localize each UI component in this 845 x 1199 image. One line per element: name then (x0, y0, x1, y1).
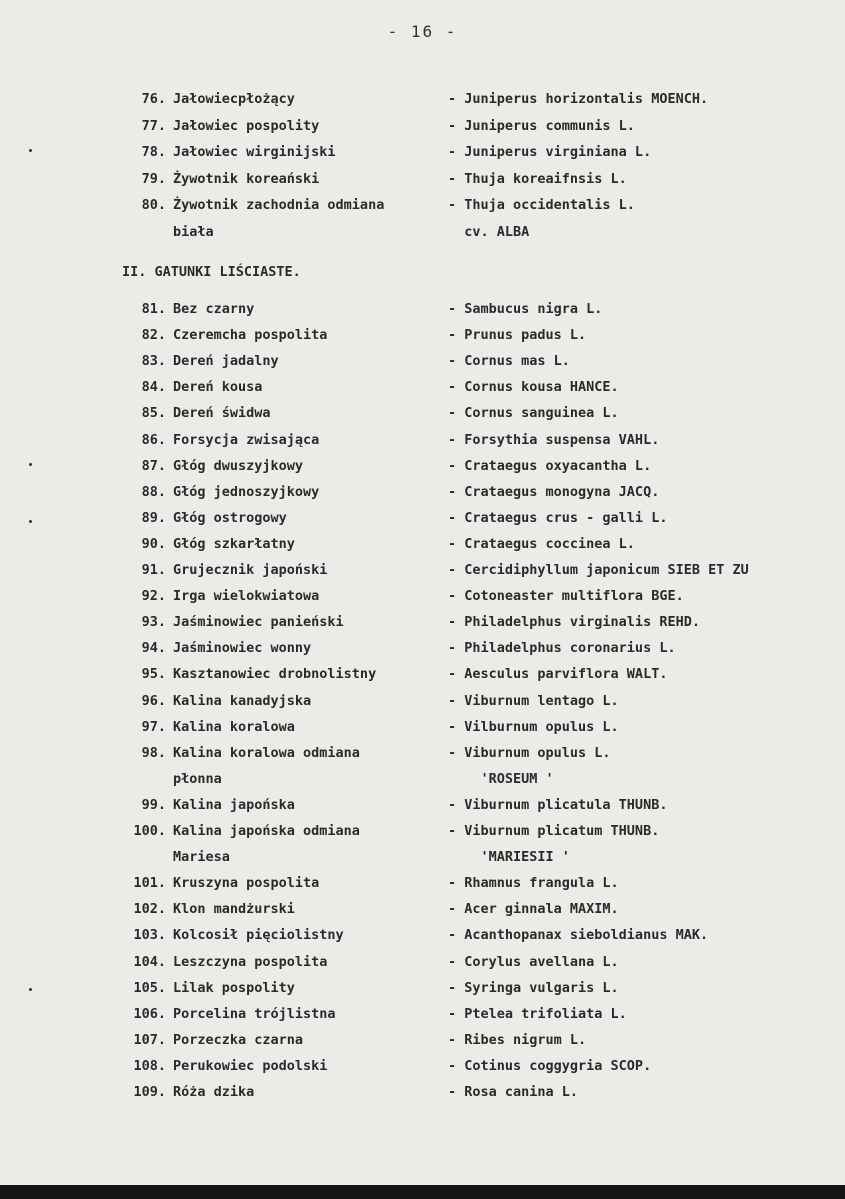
list-item (0, 454, 845, 478)
item-number: 95. (141, 666, 166, 683)
list-item (0, 636, 845, 660)
polish-name: Czeremcha pospolita (173, 327, 328, 344)
latin-name: 'ROSEUM ' (448, 770, 554, 787)
polish-name: Kalina koralowa odmiana (173, 744, 360, 761)
latin-name: - Rosa canina L. (448, 1084, 579, 1100)
latin-name: - Viburnum lentago L. (448, 692, 619, 709)
item-number: 94. (141, 640, 166, 657)
list-item (0, 741, 845, 765)
latin-name: 'MARIESII ' (448, 849, 570, 866)
polish-name: Głóg jednoszyjkowy (173, 483, 320, 500)
polish-name: Forsycja zwisająca (173, 431, 320, 448)
item-number: 77. (141, 117, 166, 134)
item-number: 82. (141, 327, 166, 344)
item-number: 100. (133, 823, 166, 839)
list-item (0, 1080, 845, 1104)
item-number: 86. (141, 431, 166, 448)
item-number: 98. (141, 744, 166, 761)
item-number: 81. (141, 301, 166, 317)
list-item (0, 297, 845, 321)
list-item (0, 1054, 845, 1078)
list-item (0, 140, 845, 164)
list-item (0, 506, 845, 530)
polish-name: biała (173, 223, 214, 240)
list-item-continuation (0, 220, 845, 244)
scan-bottom-edge (0, 1185, 845, 1199)
list-item (0, 923, 845, 947)
polish-name: Irga wielokwiatowa (173, 588, 320, 605)
list-item (0, 375, 845, 399)
polish-name: Kalina koralowa (173, 718, 295, 735)
latin-name: - Cornus sanguinea L. (448, 405, 619, 422)
latin-name: - Rhamnus frangula L. (448, 875, 619, 892)
list-item (0, 401, 845, 425)
polish-name: Jałowiecpłożący (173, 91, 295, 107)
latin-name: - Syringa vulgaris L. (448, 979, 619, 996)
latin-name: - Corylus avellana L. (448, 953, 619, 970)
polish-name: Róża dzika (173, 1084, 255, 1100)
latin-name: - Crataegus oxyacantha L. (448, 457, 652, 474)
polish-name: Grujecznik japoński (173, 562, 328, 578)
item-number: 96. (141, 692, 166, 709)
latin-name: - Juniperus communis L. (448, 117, 635, 134)
item-number: 88. (141, 483, 166, 500)
item-number: 83. (141, 353, 166, 370)
polish-name: Bez czarny (173, 301, 255, 317)
latin-name: - Philadelphus coronarius L. (448, 640, 676, 657)
latin-name: - Viburnum opulus L. (448, 744, 611, 761)
polish-name: Dereń kousa (173, 379, 263, 396)
latin-name: - Acer ginnala MAXIM. (448, 901, 619, 918)
list-item (0, 689, 845, 713)
item-number: 85. (141, 405, 166, 422)
item-number: 87. (141, 457, 166, 474)
item-number: 90. (141, 535, 166, 552)
list-item (0, 610, 845, 634)
latin-name: - Juniperus virginiana L. (448, 144, 652, 160)
item-number: 93. (141, 614, 166, 631)
latin-name: - Acanthopanax sieboldianus MAK. (448, 927, 709, 944)
item-number: 103. (133, 927, 166, 944)
latin-name: - Forsythia suspensa VAHL. (448, 431, 660, 448)
list-item (0, 87, 845, 111)
list-item (0, 976, 845, 1000)
list-item (0, 662, 845, 686)
list-item (0, 167, 845, 191)
list-item (0, 871, 845, 895)
latin-name: - Sambucus nigra L. (448, 301, 603, 317)
item-number: 89. (141, 509, 166, 526)
polish-name: Perukowiec podolski (173, 1057, 328, 1074)
latin-name: - Vilburnum opulus L. (448, 718, 619, 735)
polish-name: Dereń jadalny (173, 353, 279, 370)
latin-name: - Philadelphus virginalis REHD. (448, 614, 700, 631)
latin-name: - Crataegus coccinea L. (448, 535, 635, 552)
item-number: 101. (133, 875, 166, 892)
item-number: 91. (141, 562, 166, 578)
list-item (0, 584, 845, 608)
latin-name: - Cotinus coggygria SCOP. (448, 1057, 652, 1074)
polish-name: Leszczyna pospolita (173, 953, 328, 970)
item-number: 104. (133, 953, 166, 970)
list-item (0, 480, 845, 504)
latin-name: - Juniperus horizontalis MOENCH. (448, 91, 709, 107)
polish-name: Porzeczka czarna (173, 1031, 304, 1048)
list-item (0, 349, 845, 373)
latin-name: - Viburnum plicatula THUNB. (448, 796, 668, 813)
polish-name: Jałowiec pospolity (173, 117, 320, 134)
latin-name: cv. ALBA (448, 223, 530, 240)
item-number: 97. (141, 718, 166, 735)
list-item (0, 428, 845, 452)
item-number: 99. (141, 796, 166, 813)
polish-name: Porcelina trójlistna (173, 1005, 336, 1022)
section-heading: II. GATUNKI LIŚCIASTE. (122, 264, 301, 280)
polish-name: Kolcosił pięciolistny (173, 927, 344, 944)
polish-name: płonna (173, 770, 222, 787)
list-item-continuation (0, 767, 845, 791)
latin-name: - Ptelea trifoliata L. (448, 1005, 627, 1022)
polish-name: Dereń świdwa (173, 405, 271, 422)
item-number: 80. (141, 197, 166, 213)
polish-name: Żywotnik zachodnia odmiana (173, 197, 385, 213)
item-number: 79. (141, 170, 166, 187)
latin-name: - Ribes nigrum L. (448, 1031, 587, 1048)
polish-name: Głóg ostrogowy (173, 509, 287, 526)
latin-name: - Cornus mas L. (448, 353, 570, 370)
item-number: 108. (133, 1057, 166, 1074)
item-number: 76. (141, 91, 166, 107)
latin-name: - Cornus kousa HANCE. (448, 379, 619, 396)
list-item (0, 114, 845, 138)
polish-name: Kalina japońska (173, 796, 295, 813)
polish-name: Klon mandżurski (173, 901, 295, 918)
latin-name: - Crataegus monogyna JACQ. (448, 483, 660, 500)
list-item (0, 715, 845, 739)
item-number: 106. (133, 1005, 166, 1022)
list-item (0, 793, 845, 817)
polish-name: Lilak pospolity (173, 979, 295, 996)
latin-name: - Prunus padus L. (448, 327, 587, 344)
latin-name: - Thuja koreaifnsis L. (448, 170, 627, 187)
list-item (0, 950, 845, 974)
polish-name: Kalina japońska odmiana (173, 823, 360, 839)
polish-name: Kalina kanadyjska (173, 692, 312, 709)
list-item (0, 532, 845, 556)
list-item (0, 897, 845, 921)
list-item (0, 1028, 845, 1052)
item-number: 102. (133, 901, 166, 918)
polish-name: Kruszyna pospolita (173, 875, 320, 892)
list-item (0, 193, 845, 217)
polish-name: Głóg szkarłatny (173, 535, 295, 552)
list-item (0, 323, 845, 347)
polish-name: Jaśminowiec wonny (173, 640, 312, 657)
polish-name: Jałowiec wirginijski (173, 144, 336, 160)
list-item-continuation (0, 845, 845, 869)
item-number: 92. (141, 588, 166, 605)
latin-name: - Thuja occidentalis L. (448, 197, 635, 213)
item-number: 109. (133, 1084, 166, 1100)
latin-name: - Aesculus parviflora WALT. (448, 666, 668, 683)
item-number: 84. (141, 379, 166, 396)
polish-name: Jaśminowiec panieński (173, 614, 344, 631)
latin-name: - Cotoneaster multiflora BGE. (448, 588, 684, 605)
polish-name: Głóg dwuszyjkowy (173, 457, 304, 474)
item-number: 107. (133, 1031, 166, 1048)
polish-name: Kasztanowiec drobnolistny (173, 666, 377, 683)
list-item (0, 819, 845, 843)
list-item (0, 1002, 845, 1026)
latin-name: - Cercidiphyllum japonicum SIEB ET ZU (448, 562, 749, 578)
latin-name: - Crataegus crus - galli L. (448, 509, 668, 526)
page-number: - 16 - (387, 22, 458, 41)
polish-name: Mariesa (173, 849, 230, 866)
item-number: 78. (141, 144, 166, 160)
latin-name: - Viburnum plicatum THUNB. (448, 823, 660, 839)
item-number: 105. (133, 979, 166, 996)
polish-name: Żywotnik koreański (173, 170, 320, 187)
list-item (0, 558, 845, 582)
